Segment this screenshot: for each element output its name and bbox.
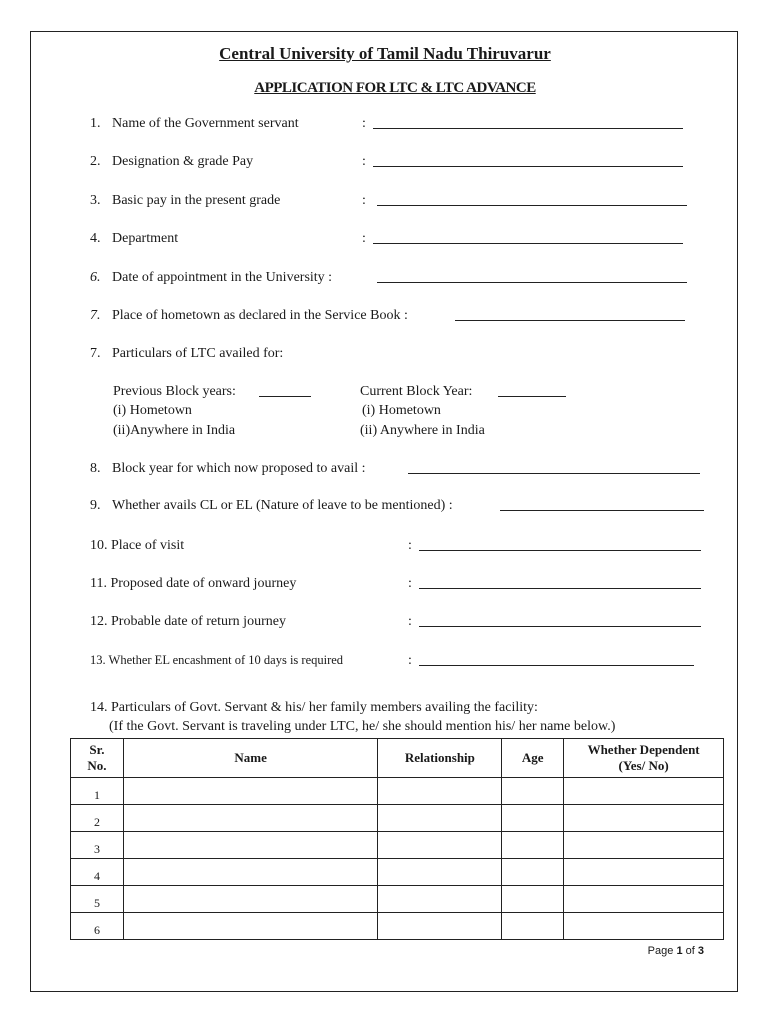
cell-dependent[interactable] [564,805,724,832]
field-designation: 2. Designation & grade Pay [90,154,254,169]
field-name-blank[interactable] [373,116,683,129]
field-place-visit-blank[interactable] [419,538,701,551]
field-date-appointment-blank[interactable] [377,270,687,283]
cell-age[interactable] [502,778,564,805]
field-name: 1. Name of the Government servant [90,116,299,131]
page-number: Page 1 of 3 [647,945,704,957]
cell-relationship[interactable] [378,859,502,886]
table-row [71,886,724,913]
field-onward-date-sep: : [408,576,412,591]
family-note: (If the Govt. Servant is traveling under LTC, he/ she should mention his/ her name below.) [109,719,616,734]
table-row [71,778,724,805]
field-designation-sep: : [362,154,366,169]
cell-age[interactable] [502,859,564,886]
field-designation-blank[interactable] [373,154,683,167]
table-row [71,805,724,832]
family-table-header [71,739,724,778]
cell-relationship[interactable] [378,832,502,859]
cell-relationship[interactable] [378,886,502,913]
cell-name[interactable] [123,886,378,913]
row-sr: 3 [71,832,124,859]
field-return-date-sep: : [408,614,412,629]
field-date-appointment: 6. Date of appointment in the University : [90,270,333,285]
cell-name[interactable] [123,778,378,805]
col-sr-no: Sr. No. [71,739,124,778]
cell-dependent[interactable] [564,913,724,940]
field-el-encashment: 13. Whether EL encashment of 10 days is required [90,653,344,667]
table-row [71,859,724,886]
col-relationship: Relationship [378,739,502,778]
row-sr: 4 [71,859,124,886]
table-row [71,913,724,940]
field-block-year-blank[interactable] [408,461,700,474]
field-onward-date: 11. Proposed date of onward journey [90,576,297,591]
col-age: Age [502,739,564,778]
row-sr: 6 [71,913,124,940]
cell-relationship[interactable] [378,805,502,832]
cell-dependent[interactable] [564,832,724,859]
field-return-date: 12. Probable date of return journey [90,614,286,629]
field-ltc-particulars: 7. Particulars of LTC availed for: [90,346,284,361]
ltc-prev-anywhere: (ii)Anywhere in India [113,423,236,438]
cell-age[interactable] [502,913,564,940]
field-hometown-blank[interactable] [455,308,685,321]
field-el-encashment-blank[interactable] [419,653,694,666]
table-row [71,832,724,859]
field-leave-nature: 9. Whether avails CL or EL (Nature of leave to be mentioned) : [90,498,453,513]
ltc-current-block: Current Block Year: [360,384,473,399]
cell-name[interactable] [123,832,378,859]
field-el-encashment-sep: : [408,653,412,668]
cell-age[interactable] [502,886,564,913]
ltc-previous-blank[interactable] [259,384,311,397]
field-return-date-blank[interactable] [419,614,701,627]
field-department: 4. Department [90,231,179,246]
cell-age[interactable] [502,805,564,832]
ltc-current-blank[interactable] [498,384,566,397]
field-onward-date-blank[interactable] [419,576,701,589]
cell-dependent[interactable] [564,778,724,805]
cell-name[interactable] [123,913,378,940]
field-basic-pay-blank[interactable] [377,193,687,206]
cell-relationship[interactable] [378,913,502,940]
cell-relationship[interactable] [378,778,502,805]
cell-name[interactable] [123,859,378,886]
field-basic-pay: 3. Basic pay in the present grade [90,193,281,208]
field-place-visit-sep: : [408,538,412,553]
ltc-curr-hometown: (i) Hometown [362,403,441,418]
field-block-year: 8. Block year for which now proposed to avail : [90,461,366,476]
field-department-blank[interactable] [373,231,683,244]
row-sr: 2 [71,805,124,832]
ltc-previous-block: Previous Block years: [113,384,236,399]
cell-dependent[interactable] [564,859,724,886]
ltc-prev-hometown: (i) Hometown [113,403,192,418]
form-subtitle: APPLICATION FOR LTC & LTC ADVANCE [254,80,536,96]
family-table [70,738,724,940]
field-leave-nature-blank[interactable] [500,498,704,511]
form-title: Central University of Tamil Nadu Thiruvarur [219,44,551,63]
field-department-sep: : [362,231,366,246]
row-sr: 5 [71,886,124,913]
ltc-curr-anywhere: (ii) Anywhere in India [360,423,485,438]
field-hometown: 7. Place of hometown as declared in the Service Book : [90,308,408,323]
cell-age[interactable] [502,832,564,859]
family-intro: 14. Particulars of Govt. Servant & his/ her family members availing the facility: [90,700,538,715]
row-sr: 1 [71,778,124,805]
col-name: Name [123,739,378,778]
field-name-sep: : [362,116,366,131]
col-dependent: Whether Dependent (Yes/ No) [564,739,724,778]
field-place-visit: 10. Place of visit [90,538,185,553]
cell-name[interactable] [123,805,378,832]
field-basic-pay-sep: : [362,193,366,208]
cell-dependent[interactable] [564,886,724,913]
